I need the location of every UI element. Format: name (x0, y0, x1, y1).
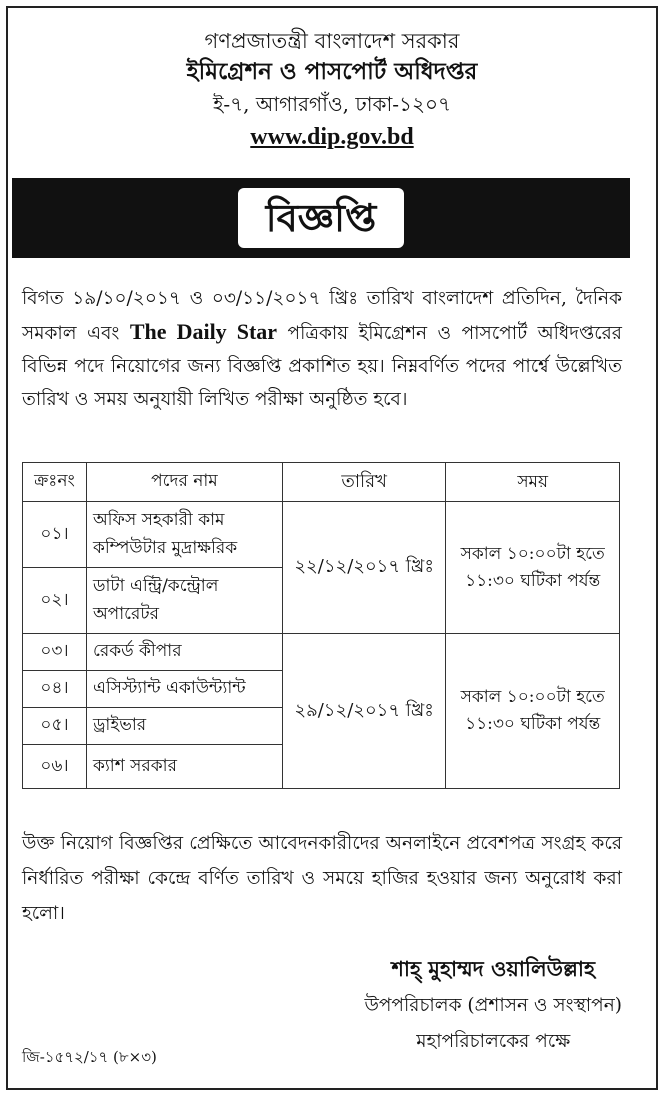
row-post: ক্যাশ সরকার (86, 745, 282, 789)
table-row (23, 634, 620, 671)
row-serial: ০৬। (23, 745, 87, 789)
table-header-row (23, 463, 620, 502)
signatory-designation: উপপরিচালক (প্রশাসন ও সংস্থাপন) (364, 995, 622, 1016)
row-post: অফিস সহকারী কাম কম্পিউটার মুদ্রাক্ষরিক (86, 502, 282, 568)
header (8, 8, 656, 154)
row-post: ড্রাইভার (86, 708, 282, 745)
newspaper-name: The Daily Star (129, 319, 278, 344)
row-serial: ০৫। (23, 708, 87, 745)
row-post: ডাটা এন্ট্রি/কন্ট্রোল অপারেটর (86, 568, 282, 634)
time-start: সকাল ১০:০০টা হতে (460, 543, 605, 564)
row-serial: ০৪। (23, 671, 87, 708)
intro-text-1: বিগত ১৯/১০/২০১৭ ও ০৩/১১/২০১৭ খ্রিঃ তারিখ বাংলাদেশ প্রতিদিন, দৈনিক সমকাল এবং (22, 288, 622, 344)
government-name: গণপ্রজাতন্ত্রী বাংলাদেশ সরকার (204, 29, 460, 53)
reference-number: জি-১৫৭২/১৭ (৮×৩) (22, 1048, 157, 1066)
department-name: ইমিগ্রেশন ও পাসপোর্ট অধিদপ্তর (186, 58, 478, 85)
intro-paragraph (22, 282, 622, 416)
row-post: রেকর্ড কীপার (86, 634, 282, 671)
row-serial: ০১। (23, 502, 87, 568)
group-time (446, 502, 620, 634)
signatory-name: শাহ্ মুহাম্মদ ওয়ালিউল্লাহ (391, 956, 596, 981)
notice-banner (12, 178, 630, 258)
row-serial: ০২। (23, 568, 87, 634)
signature-block (364, 950, 622, 1060)
group-time (446, 634, 620, 789)
header-post: পদের নাম (86, 463, 282, 502)
group-date: ২৯/১২/২০১৭ খ্রিঃ (282, 634, 445, 789)
office-address: ই-৭, আগারগাঁও, ঢাকা-১২০৭ (212, 92, 452, 116)
exam-schedule-table (22, 462, 620, 789)
group-date: ২২/১২/২০১৭ খ্রিঃ (282, 502, 445, 634)
header-serial: ক্রঃনং (23, 463, 87, 502)
time-end: ১১:৩০ ঘটিকা পর্যন্ত (465, 714, 601, 734)
closing-paragraph: উক্ত নিয়োগ বিজ্ঞপ্তির প্রেক্ষিতে আবেদনকারীদের অনলাইনে প্রবেশপত্র সংগ্রহ করে নির্ধারিত পরীক্ষা কেন্দ্রে বর্ণিত তারিখ ও সময়ে হাজির হওয়ার জন্য অনুরোধ করা হলো। (22, 833, 622, 924)
intro-text-2: পত্রিকায় ইমিগ্রেশন ও পাসপোর্ট অধিদপ্তরের বিভিন্ন পদে নিয়োগের জন্য বিজ্ঞপ্তি প্রকাশিত হয়। নিম্নবর্ণিত পদের পার্শ্বে উল্লেখিত তারিখ ও সময় অনুযায়ী লিখিত পরীক্ষা অনুষ্ঠিত হবে। (22, 323, 622, 410)
row-serial: ০৩। (23, 634, 87, 671)
row-post: এসিস্ট্যান্ট একাউন্ট্যান্ট (86, 671, 282, 708)
time-end: ১১:৩০ ঘটিকা পর্যন্ত (465, 570, 601, 591)
notice-title: বিজ্ঞপ্তি (238, 188, 405, 248)
signatory-on-behalf: মহাপরিচালকের পক্ষে (416, 1031, 571, 1052)
website-link[interactable]: www.dip.gov.bd (250, 124, 414, 150)
header-time: সময় (446, 463, 620, 502)
time-start: সকাল ১০:০০টা হতে (460, 687, 605, 707)
table-row (23, 502, 620, 568)
header-date: তারিখ (282, 463, 445, 502)
